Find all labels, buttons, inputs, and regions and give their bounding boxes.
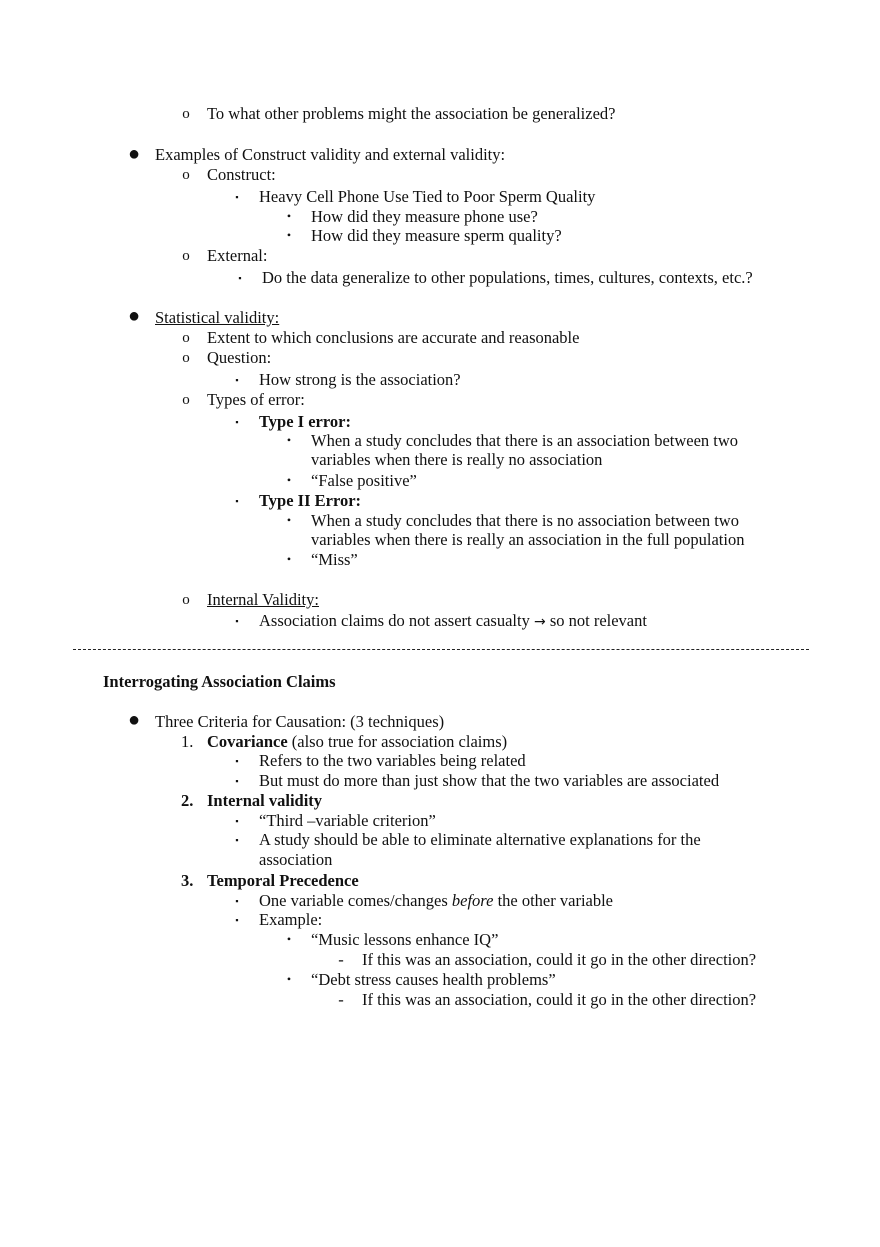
- dot-bullet-icon: •: [286, 473, 292, 487]
- question-item: How strong is the association?: [259, 370, 461, 389]
- external-item: Do the data generalize to other populations, times, cultures, contexts, etc.?: [262, 268, 753, 287]
- dot-bullet-icon: •: [286, 433, 292, 447]
- example-1-question: If this was an association, could it go in the other direction?: [362, 950, 757, 969]
- internal-item-2-line2: association: [259, 850, 333, 869]
- example-2-question: If this was an association, could it go in the other direction?: [362, 990, 757, 1009]
- example-1: “Music lessons enhance IQ”: [311, 930, 499, 949]
- dot-bullet-icon: •: [286, 513, 292, 527]
- criterion-number: 3.: [181, 871, 194, 890]
- construct-item: Heavy Cell Phone Use Tied to Poor Sperm Quality: [259, 187, 596, 206]
- type2-desc-line1: When a study concludes that there is no association between two: [311, 511, 739, 530]
- dot-bullet-icon: •: [286, 209, 292, 223]
- square-bullet-icon: ▪: [235, 616, 239, 626]
- criterion-temporal-precedence: Temporal Precedence: [207, 871, 359, 890]
- examples-heading: Examples of Construct validity and external validity:: [155, 145, 506, 164]
- square-bullet-icon: ▪: [235, 375, 239, 385]
- square-bullet-icon: ▪: [235, 816, 239, 826]
- statistical-extent: Extent to which conclusions are accurate and reasonable: [207, 328, 580, 347]
- internal-validity-item: Association claims do not assert casualty → so not relevant: [259, 611, 647, 630]
- circle-bullet-icon: o: [182, 350, 190, 366]
- type1-desc-line2: variables when there is really no association: [311, 450, 603, 469]
- example-2: “Debt stress causes health problems”: [311, 970, 556, 989]
- criterion-number: 2.: [181, 791, 194, 810]
- circle-bullet-icon: o: [182, 106, 190, 122]
- temporal-item-1: One variable comes/changes before the other variable: [259, 891, 614, 910]
- dot-bullet-icon: •: [286, 932, 292, 946]
- section-title: Interrogating Association Claims: [103, 672, 336, 691]
- covariance-item-2: But must do more than just show that the two variables are associated: [259, 771, 720, 790]
- type1-desc-line1: When a study concludes that there is an association between two: [311, 431, 739, 450]
- internal-item-2-line1: A study should be able to eliminate alternative explanations for the: [259, 830, 701, 849]
- covariance-item-1: Refers to the two variables being related: [259, 751, 526, 770]
- construct-q1: How did they measure phone use?: [311, 207, 538, 226]
- square-bullet-icon: ▪: [238, 273, 242, 283]
- circle-bullet-icon: o: [182, 392, 190, 408]
- type2-label: Type II Error:: [259, 491, 362, 510]
- dot-bullet-icon: •: [286, 972, 292, 986]
- square-bullet-icon: ▪: [235, 417, 239, 427]
- dot-bullet-icon: •: [286, 228, 292, 242]
- circle-bullet-icon: o: [182, 592, 190, 608]
- circle-bullet-icon: o: [182, 167, 190, 183]
- square-bullet-icon: ▪: [235, 496, 239, 506]
- temporal-item-2: Example:: [259, 910, 323, 929]
- right-arrow-icon: →: [533, 614, 546, 630]
- big-bullet-icon: ●: [127, 143, 141, 165]
- question-label: Question:: [207, 348, 272, 367]
- circle-bullet-icon: o: [182, 248, 190, 264]
- type1-label: Type I error:: [259, 412, 351, 431]
- generalize-question: To what other problems might the association be generalized?: [207, 104, 616, 123]
- square-bullet-icon: ▪: [235, 835, 239, 845]
- construct-q2: How did they measure sperm quality?: [311, 226, 562, 245]
- big-bullet-icon: ●: [127, 709, 141, 731]
- type2-alias: “Miss”: [311, 550, 358, 569]
- criterion-covariance: Covariance (also true for association claims): [207, 732, 508, 751]
- internal-validity-label: Internal Validity:: [207, 590, 319, 609]
- dash-bullet-icon: -: [338, 950, 344, 969]
- criterion-number: 1.: [181, 732, 194, 751]
- big-bullet-icon: ●: [127, 305, 141, 327]
- section-divider: [73, 649, 809, 650]
- statistical-heading: Statistical validity:: [155, 308, 280, 327]
- criteria-heading: Three Criteria for Causation: (3 techniques): [155, 712, 445, 731]
- type1-alias: “False positive”: [311, 471, 417, 490]
- dash-bullet-icon: -: [338, 990, 344, 1009]
- circle-bullet-icon: o: [182, 330, 190, 346]
- dot-bullet-icon: •: [286, 552, 292, 566]
- internal-item-1: “Third –variable criterion”: [259, 811, 436, 830]
- square-bullet-icon: ▪: [235, 776, 239, 786]
- external-label: External:: [207, 246, 268, 265]
- types-label: Types of error:: [207, 390, 305, 409]
- criterion-internal-validity: Internal validity: [207, 791, 323, 810]
- square-bullet-icon: ▪: [235, 896, 239, 906]
- square-bullet-icon: ▪: [235, 915, 239, 925]
- type2-desc-line2: variables when there is really an association in the full population: [311, 530, 745, 549]
- construct-label: Construct:: [207, 165, 276, 184]
- square-bullet-icon: ▪: [235, 192, 239, 202]
- square-bullet-icon: ▪: [235, 756, 239, 766]
